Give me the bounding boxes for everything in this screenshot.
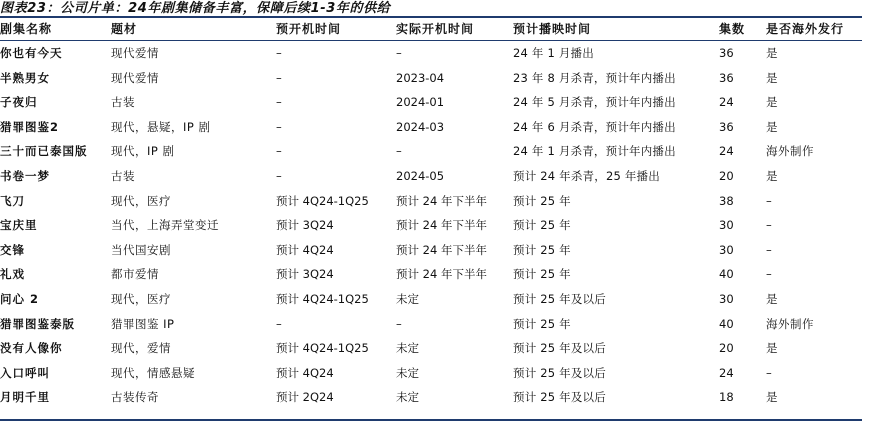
table-row	[0, 66, 862, 91]
cell-episodes: 30	[719, 218, 734, 233]
header-name: 剧集名称	[0, 22, 53, 36]
cell-expected-air: 24 年 1 月播出	[513, 46, 594, 60]
cell-theme: 当代，上海弄堂变迁	[111, 218, 219, 233]
figure-title: 图表23：公司片单：24年剧集储备丰富，保障后续1-3年的供给	[0, 1, 391, 16]
header-episodes: 集数	[719, 22, 746, 36]
header-theme: 题材	[111, 22, 138, 36]
cell-episodes: 20	[719, 341, 734, 356]
cell-actual-shoot: 未定	[396, 341, 419, 356]
table-row	[0, 213, 862, 238]
cell-actual-shoot: 未定	[396, 365, 419, 380]
cell-overseas: 是	[766, 390, 778, 405]
header-expected-air: 预计播映时间	[513, 22, 592, 36]
cell-name: 半熟男女	[0, 70, 50, 85]
cell-overseas: 海外制作	[766, 316, 814, 331]
table-row	[0, 189, 862, 214]
cell-name: 书卷一梦	[0, 169, 50, 183]
cell-planned-shoot: –	[276, 119, 282, 134]
cell-episodes: 24	[719, 95, 734, 110]
cell-planned-shoot: 预计 3Q24	[276, 267, 334, 282]
cell-episodes: 20	[719, 169, 734, 183]
table-row	[0, 90, 862, 115]
cell-overseas: 是	[766, 341, 778, 356]
cell-overseas: 是	[766, 46, 778, 60]
cell-overseas: –	[766, 242, 773, 257]
table-row	[0, 164, 862, 189]
cell-name: 宝庆里	[0, 218, 38, 233]
table-row	[0, 238, 862, 263]
cell-overseas: 是	[766, 169, 778, 183]
cell-theme: 当代国安剧	[111, 242, 171, 257]
cell-expected-air: 预计 25 年	[513, 193, 571, 208]
cell-planned-shoot: –	[276, 169, 282, 183]
cell-expected-air: 24 年 6 月杀青，预计年内播出	[513, 119, 676, 134]
cell-theme: 现代爱情	[111, 70, 159, 85]
table-row	[0, 361, 862, 386]
cell-expected-air: 预计 25 年	[513, 218, 571, 233]
cell-planned-shoot: 预计 4Q24-1Q25	[276, 193, 369, 208]
cell-planned-shoot: –	[276, 316, 282, 331]
cell-actual-shoot: 2024-01	[396, 95, 445, 110]
cell-expected-air: 预计 25 年	[513, 316, 571, 331]
cell-name: 三十而已泰国版	[0, 144, 88, 159]
header-planned-shoot: 预开机时间	[276, 22, 342, 36]
cell-expected-air: 23 年 8 月杀青，预计年内播出	[513, 70, 676, 85]
cell-planned-shoot: –	[276, 95, 282, 110]
cell-actual-shoot: 预计 24 年下半年	[396, 193, 487, 208]
cell-theme: 现代，医疗	[111, 292, 171, 306]
cell-name: 问心 2	[0, 292, 40, 306]
table-row	[0, 287, 862, 312]
table-row	[0, 385, 862, 410]
cell-planned-shoot: –	[276, 144, 282, 159]
cell-planned-shoot: 预计 4Q24	[276, 242, 334, 257]
table-row	[0, 336, 862, 361]
cell-episodes: 36	[719, 119, 734, 134]
cell-overseas: 是	[766, 119, 778, 134]
cell-name: 没有人像你	[0, 341, 63, 356]
cell-actual-shoot: 2024-05	[396, 169, 445, 183]
cell-overseas: 是	[766, 95, 778, 110]
cell-planned-shoot: 预计 4Q24	[276, 365, 334, 380]
cell-episodes: 24	[719, 365, 734, 380]
cell-theme: 都市爱情	[111, 267, 159, 282]
cell-actual-shoot: –	[396, 316, 402, 331]
cell-theme: 古装	[111, 169, 135, 183]
table-header-row	[0, 18, 862, 43]
cell-theme: 猎罪图鉴 IP	[111, 316, 175, 331]
cell-actual-shoot: –	[396, 46, 402, 60]
cell-expected-air: 24 年 5 月杀青，预计年内播出	[513, 95, 676, 110]
cell-actual-shoot: 2023-04	[396, 70, 445, 85]
cell-overseas: 是	[766, 292, 778, 306]
cell-expected-air: 预计 25 年及以后	[513, 341, 606, 356]
cell-actual-shoot: –	[396, 144, 402, 159]
cell-episodes: 40	[719, 267, 734, 282]
cell-overseas: –	[766, 218, 773, 233]
table-bottom-rule	[0, 419, 862, 421]
cell-name: 飞刀	[0, 193, 25, 208]
cell-planned-shoot: 预计 3Q24	[276, 218, 334, 233]
cell-expected-air: 预计 25 年	[513, 267, 571, 282]
table-row	[0, 312, 862, 337]
cell-theme: 现代，悬疑，IP 剧	[111, 119, 211, 134]
header-overseas: 是否海外发行	[766, 22, 845, 36]
cell-theme: 现代爱情	[111, 46, 159, 60]
table-row	[0, 262, 862, 287]
cell-expected-air: 预计 24 年杀青，25 年播出	[513, 169, 660, 183]
cell-overseas: –	[766, 193, 773, 208]
cell-name: 你也有今天	[0, 46, 63, 60]
cell-overseas: –	[766, 267, 773, 282]
cell-expected-air: 预计 25 年	[513, 242, 571, 257]
cell-episodes: 40	[719, 316, 734, 331]
cell-expected-air: 预计 25 年及以后	[513, 365, 606, 380]
cell-expected-air: 24 年 1 月杀青，预计年内播出	[513, 144, 676, 159]
cell-name: 猎罪图鉴泰版	[0, 316, 75, 331]
cell-episodes: 36	[719, 70, 734, 85]
cell-theme: 古装传奇	[111, 390, 159, 405]
cell-theme: 现代，爱情	[111, 341, 171, 356]
cell-actual-shoot: 预计 24 年下半年	[396, 267, 487, 282]
header-actual-shoot: 实际开机时间	[396, 22, 475, 36]
cell-episodes: 38	[719, 193, 734, 208]
cell-theme: 现代，情感悬疑	[111, 365, 195, 380]
table-row	[0, 115, 862, 140]
cell-actual-shoot: 预计 24 年下半年	[396, 242, 487, 257]
cell-overseas: –	[766, 365, 773, 380]
cell-theme: 现代，IP 剧	[111, 144, 175, 159]
cell-planned-shoot: 预计 4Q24-1Q25	[276, 292, 369, 306]
cell-episodes: 30	[719, 292, 734, 306]
cell-expected-air: 预计 25 年及以后	[513, 390, 606, 405]
cell-episodes: 24	[719, 144, 734, 159]
cell-name: 交锋	[0, 242, 25, 257]
cell-actual-shoot: 2024-03	[396, 119, 445, 134]
cell-episodes: 36	[719, 46, 734, 60]
cell-theme: 现代，医疗	[111, 193, 171, 208]
cell-name: 礼戏	[0, 267, 25, 282]
cell-actual-shoot: 未定	[396, 292, 419, 306]
table-row	[0, 139, 862, 164]
cell-name: 入口呼叫	[0, 365, 50, 380]
cell-actual-shoot: 预计 24 年下半年	[396, 218, 487, 233]
cell-planned-shoot: 预计 2Q24	[276, 390, 334, 405]
cell-planned-shoot: 预计 4Q24-1Q25	[276, 341, 369, 356]
cell-actual-shoot: 未定	[396, 390, 419, 405]
cell-overseas: 是	[766, 70, 778, 85]
cell-expected-air: 预计 25 年及以后	[513, 292, 606, 306]
cell-episodes: 30	[719, 242, 734, 257]
cell-name: 子夜归	[0, 95, 38, 110]
cell-name: 月明千里	[0, 390, 50, 405]
cell-overseas: 海外制作	[766, 144, 814, 159]
table-row	[0, 41, 862, 66]
cell-planned-shoot: –	[276, 70, 282, 85]
cell-name: 猎罪图鉴2	[0, 119, 60, 134]
cell-episodes: 18	[719, 390, 734, 405]
cell-theme: 古装	[111, 95, 135, 110]
cell-planned-shoot: –	[276, 46, 282, 60]
